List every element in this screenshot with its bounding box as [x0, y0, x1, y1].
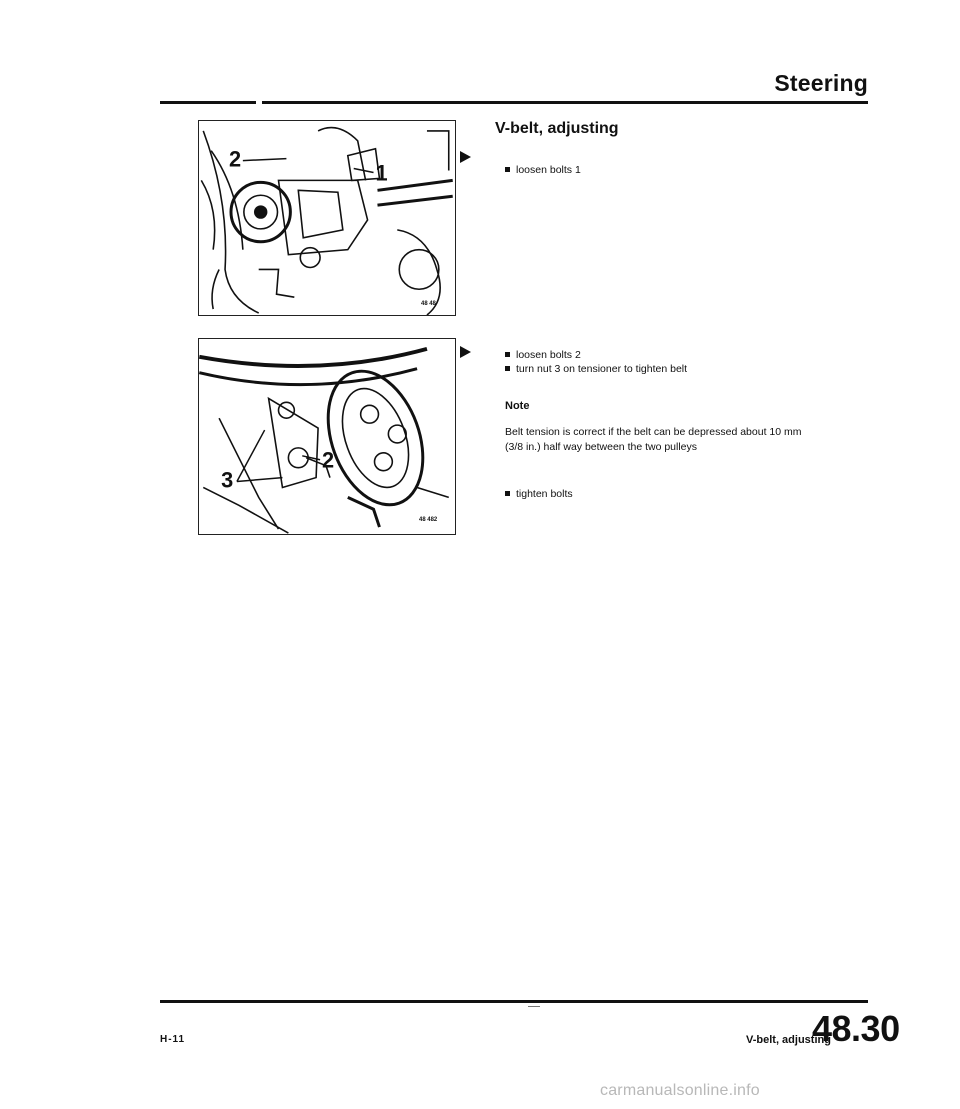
page-header	[160, 68, 868, 108]
footer-caption: V-belt, adjusting	[746, 1034, 831, 1046]
figure-tensioner	[198, 338, 456, 535]
procedure-step	[505, 348, 581, 362]
callout-label: 3	[221, 467, 234, 493]
note-heading: Note	[505, 400, 530, 412]
figure-tensioner-drawing	[199, 339, 455, 534]
footer-rule	[160, 1000, 868, 1003]
step-text: loosen bolts 1	[516, 164, 581, 176]
callout-label: 1	[375, 160, 388, 186]
section-title: Steering	[774, 70, 868, 96]
page-number: 48.30	[812, 1008, 900, 1049]
step-text: turn nut 3 on tensioner to tighten belt	[516, 363, 688, 375]
page-id: H-11	[160, 1034, 186, 1045]
bullet-icon	[505, 366, 510, 371]
header-rule-gap	[256, 100, 262, 105]
figure-ref-code: 48 48	[421, 301, 436, 308]
procedure-step	[505, 163, 581, 177]
figure-pump-bolts	[198, 120, 456, 316]
step-text: tighten bolts	[516, 488, 573, 500]
bullet-icon	[505, 352, 510, 357]
step-text: loosen bolts 2	[516, 349, 581, 361]
procedure-title: V-belt, adjusting	[495, 120, 619, 137]
watermark-text: carmanualsonline.info	[600, 1082, 760, 1099]
procedure-step	[505, 487, 573, 501]
header-rule	[160, 101, 868, 104]
bullet-icon	[505, 491, 510, 496]
callout-label: 2	[322, 447, 335, 473]
bullet-icon	[505, 167, 510, 172]
arrow-marker	[460, 346, 471, 358]
callout-label: 2	[229, 146, 242, 172]
figure-ref-code: 48 482	[419, 517, 438, 524]
figure-pump-drawing	[199, 121, 455, 315]
footer-rule-tick	[528, 1001, 540, 1007]
procedure-step	[505, 362, 687, 376]
arrow-marker	[460, 151, 471, 163]
note-body: Belt tension is correct if the belt can be depressed about 10 mm (3/8 in.) half way between the two pulleys	[505, 426, 802, 453]
